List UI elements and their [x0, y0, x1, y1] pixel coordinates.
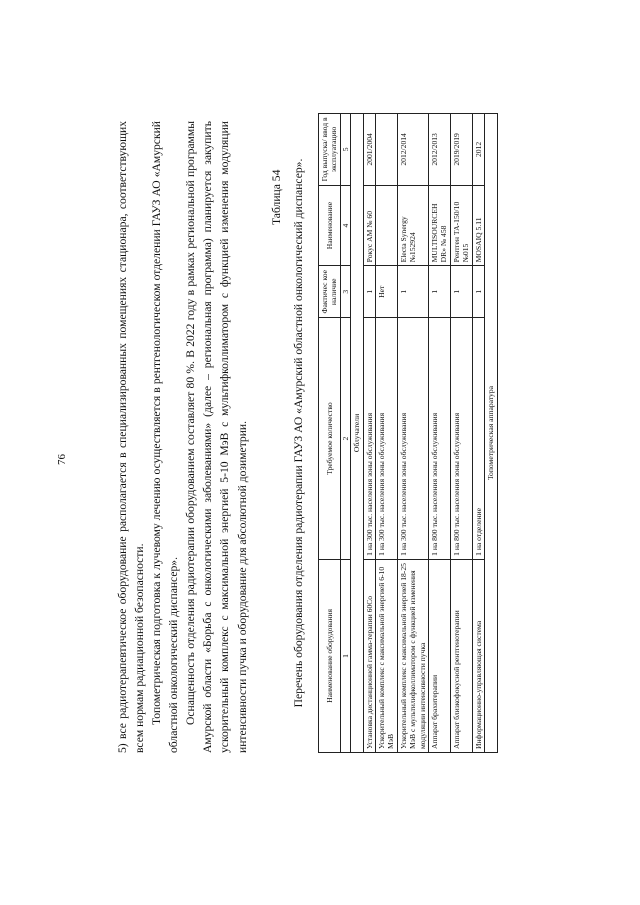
cell-year [376, 114, 398, 186]
column-number: 5 [340, 114, 350, 186]
column-number-row [340, 114, 350, 753]
cell-required: 1 на отделение [472, 318, 484, 560]
cell-year: 2012/2013 [429, 114, 451, 186]
column-header: Фактичес кое наличие [319, 266, 341, 318]
cell-actual: 1 [429, 266, 451, 318]
cell-equipment: Установка дистанционной гамма-терапии 60Co [363, 559, 375, 752]
cell-required: 1 на 800 тыс. населения зоны обслуживания [429, 318, 451, 560]
table-row [472, 114, 484, 753]
cell-name: Рокус АМ № 60 [363, 185, 375, 266]
column-number: 1 [340, 559, 350, 752]
cell-actual: 1 [397, 266, 428, 318]
paragraph: 5) все радиотерапевтическое оборудование располагается в специализированных помещениях стационара, соответствующих всем нормам радиационной безопасности. [116, 121, 147, 753]
column-header: Требуемое количество [319, 318, 341, 560]
cell-name: Рентген ТА-150/10 №015 [450, 185, 472, 266]
cell-year: 2019/2019 [450, 114, 472, 186]
cell-year: 2012/2014 [397, 114, 428, 186]
column-number: 4 [340, 185, 350, 266]
section-title: Топометрическая аппаратура [485, 114, 497, 753]
cell-required: 1 на 300 тыс. населения зоны обслуживания [397, 318, 428, 560]
table-row [397, 114, 428, 753]
section-title: Облучатели [351, 114, 363, 753]
table-row [450, 114, 472, 753]
cell-equipment: Аппарат брахитерапии [429, 559, 451, 752]
column-header: Наименование оборудования [319, 559, 341, 752]
section-row [485, 114, 497, 753]
section-row [351, 114, 363, 753]
column-header: Наименование [319, 185, 341, 266]
table-label: Таблица 54 [270, 169, 283, 225]
cell-actual: Нет [376, 266, 398, 318]
column-header: Год выпуска/ ввод в эксплуатацию [319, 114, 341, 186]
column-number: 2 [340, 318, 350, 560]
cell-name: Electa Synergy №152924 [397, 185, 428, 266]
table-row [376, 114, 398, 753]
cell-required: 1 на 300 тыс. населения зоны обслуживания [363, 318, 375, 560]
table-row [363, 114, 375, 753]
cell-equipment: Информационно-управляющая система [472, 559, 484, 752]
cell-required: 1 на 800 тыс. населения зоны обслуживания [450, 318, 472, 560]
column-number: 3 [340, 266, 350, 318]
cell-actual: 1 [472, 266, 484, 318]
cell-equipment: Ускорительный комплекс с максимальной энергией 6-10 МэВ [376, 559, 398, 752]
cell-name: MULTISOURCEН DR» № 458 [429, 185, 451, 266]
equipment-table [318, 113, 498, 753]
table-caption: Перечень оборудования отделения радиотерапии ГАУЗ АО «Амурский областной онкологический диспансер». [292, 158, 305, 708]
cell-actual: 1 [363, 266, 375, 318]
cell-year: 2012 [472, 114, 484, 186]
cell-name [376, 185, 398, 266]
cell-actual: 1 [450, 266, 472, 318]
table-row [429, 114, 451, 753]
cell-required: 1 на 300 тыс. населения зоны обслуживания [376, 318, 398, 560]
paragraph: Топометрическая подготовка к лучевому лечению осуществляется в рентгенологическом отделении ГАУЗ АО «Амурский областной онкологический диспансер». [150, 121, 181, 753]
table-header-row [319, 114, 341, 753]
paragraph: Оснащенность отделения радиотерапии оборудованием составляет 80 %. В 2022 году в рамках региональной программы Амурской области «Борьба с онкологическими заболеваниями» (далее – региональная программа) планируется закупить ускорительный комплекс с максимальной энергией 5-10 МэВ с мультифколлиматором с функцией изменения модуляции интенсивности пучка и оборудование для абсолютной дозиметрии. [184, 121, 249, 753]
cell-equipment: Аппарат близкофокусной рентгенотерапии [450, 559, 472, 752]
cell-equipment: Ускорительный комплекс с максимальной энергией 18-25 МэВ с мультилифколлиматором с функцией изменения модуляции интенсивности пучка [397, 559, 428, 752]
page-number: 76 [56, 454, 68, 465]
cell-year: 2001/2004 [363, 114, 375, 186]
cell-name: MOSAIQ 5.11 [472, 185, 484, 266]
